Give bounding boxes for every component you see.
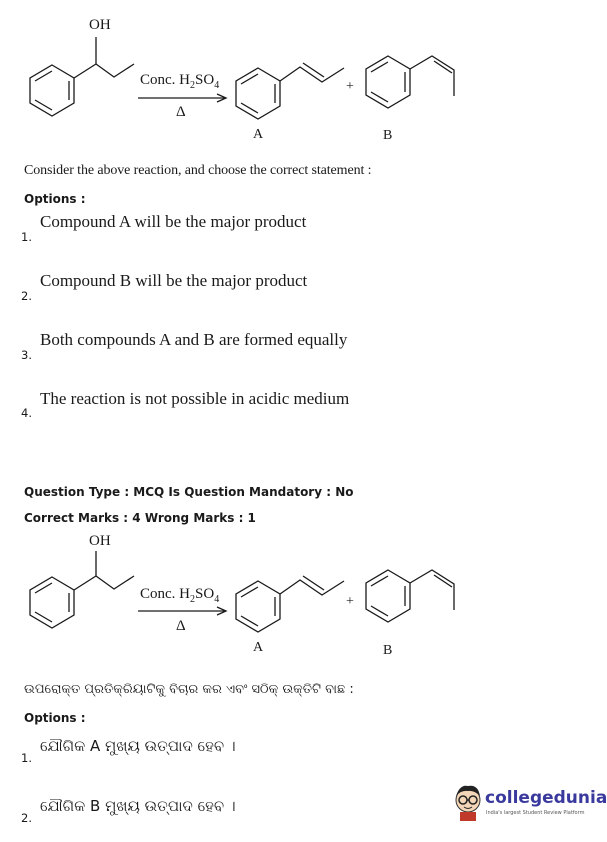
- option-text: Both compounds A and B are formed equally: [40, 330, 348, 349]
- question-stem: Consider the above reaction, and choose the correct statement :: [24, 163, 372, 178]
- option-number: 4.: [21, 406, 32, 420]
- reactant-side-chain: [74, 64, 134, 78]
- product-a-label: A: [253, 127, 264, 142]
- option-number: 1.: [21, 230, 32, 244]
- product-b-label: B: [383, 643, 393, 658]
- option-number: 1.: [21, 751, 32, 765]
- reaction-scheme-2: [0, 525, 595, 670]
- option-number: 2.: [21, 811, 32, 825]
- odia-options-heading: Options :: [24, 711, 86, 725]
- product-b-benzene-ring: [366, 570, 410, 622]
- reactant-benzene-ring: [30, 577, 74, 628]
- option-text: ଯୌଗିକ B ମୁଖ୍ୟ ଉତ୍ପାଦ ହେବ ।: [40, 797, 236, 815]
- collegedunia-logo[interactable]: [452, 782, 607, 822]
- reagent-label: Conc. $H_2SO_4$: [140, 586, 220, 605]
- mascot-icon: [452, 782, 484, 822]
- heat-symbol: Δ: [176, 104, 186, 120]
- hydroxyl-label: OH: [89, 17, 111, 33]
- plus-sign: +: [346, 79, 354, 94]
- option-text: The reaction is not possible in acidic medium: [40, 389, 350, 408]
- logo-name: collegedunia: [485, 788, 607, 808]
- option-text: ଯୌଗିକ A ମୁଖ୍ୟ ଉତ୍ପାଦ ହେବ ।: [40, 737, 236, 755]
- question-type-line: Question Type : MCQ Is Question Mandatory : No: [24, 485, 354, 499]
- product-b-chain: [410, 570, 454, 610]
- reactant-side-chain: [74, 576, 134, 590]
- product-a-label: A: [253, 640, 264, 655]
- heat-symbol: Δ: [176, 618, 186, 634]
- logo-tagline: India's largest Student Review Platform: [486, 810, 585, 816]
- reaction-scheme-1: [0, 0, 595, 150]
- option-text: Compound B will be the major product: [40, 271, 308, 290]
- option-number: 2.: [21, 289, 32, 303]
- reagent-label: Conc. $H_2SO_4$: [140, 72, 220, 91]
- product-b-benzene-ring: [366, 56, 410, 108]
- product-a-benzene-ring: [236, 581, 280, 632]
- product-b-chain: [410, 56, 454, 96]
- option-text: Compound A will be the major product: [40, 212, 307, 231]
- hydroxyl-label: OH: [89, 533, 111, 549]
- marks-line: Correct Marks : 4 Wrong Marks : 1: [24, 511, 256, 525]
- plus-sign: +: [346, 594, 354, 609]
- product-b-label: B: [383, 128, 393, 143]
- odia-question-stem: ଉପରୋକ୍ତ ପ୍ରତିକ୍ରିୟାଟିକୁ ବିଚାର କର ଏବଂ ସଠିକ୍ ଉକ୍ତିଟି ବାଛ :: [24, 682, 354, 697]
- product-a-benzene-ring: [236, 68, 280, 119]
- option-number: 3.: [21, 348, 32, 362]
- reactant-benzene-ring: [30, 65, 74, 116]
- options-heading: Options :: [24, 192, 86, 206]
